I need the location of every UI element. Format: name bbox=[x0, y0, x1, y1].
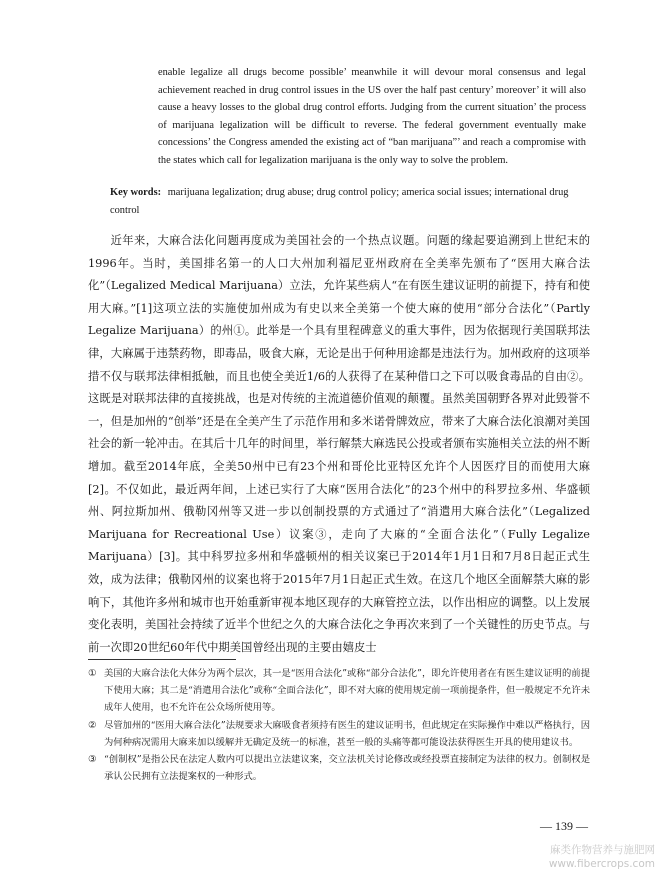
footnote-3-number: ③ bbox=[88, 754, 97, 766]
keywords-label: Key words: bbox=[110, 187, 162, 198]
watermark-line-2: www.fibercrops.com bbox=[548, 858, 655, 870]
body-paragraph: 近年来，大麻合法化问题再度成为美国社会的一个热点议题。问题的缘起要追溯到上世纪末的1996年。当时，美国排名第一的人口大州加利福尼亚州政府在全美率先颁布了“医用大麻合法化”（Legalized Medical Marijuana）立法，允许某些病人“在有医生建议证明的前提下，持有和使用大麻。”[1]这项立法的实施使加州成为有史以来全美第一个使大麻的使用“部分合法化”（Partly Legalize Marijuana）的州①。此举是一个具有里程碑意义的重大事件，因为依据现行美国联邦法律，大麻属于违禁药物，即毒品，吸食大麻，无论是出于何种用途都是违法行为。加州政府的这项举措不仅与联邦法律相抵触，而且也使全美近1/6的人获得了在某种借口之下可以吸食毒品的自由②。这既是对联邦法律的直接挑战，也是对传统的主流道德价值观的颠覆。虽然美国朝野各界对此毁誉不一，但是加州的“创举”还是在全美产生了示范作用和多米诺骨牌效应，带来了大麻合法化浪潮对美国社会的新一轮冲击。在其后十几年的时间里，举行解禁大麻选民公投或者颁布实施相关立法的州不断增加。截至2014年底，全美50州中已有23个州和哥伦比亚特区允许个人因医疗目的而使用大麻[2]。不仅如此，最近两年间，上述已实行了大麻“医用合法化”的23个州中的科罗拉多州、华盛顿州、阿拉斯加州、俄勒冈州等又进一步以创制投票的方式通过了“消遣用大麻合法化”（Legalized Marijuana for Recreational Use）议案③，走向了大麻的“全面合法化”（Fully Legalize Marijuana）[3]。其中科罗拉多州和华盛顿州的相关议案已于2014年1月1日和7月8日起正式生效，成为法律；俄勒冈州的议案也将于2015年7月1日起正式生效。在这几个地区全面解禁大麻的影响下，其他许多州和城市也开始重新审视本地区现存的大麻管控立法，以作出相应的调整。以上发展变化表明，美国社会持续了近半个世纪之久的大麻合法化之争再次来到了一个关键性的历史节点。与前一次即20世纪60年代中期美国曾经出现的主要由嬉皮士 bbox=[88, 234, 590, 654]
watermark bbox=[549, 843, 655, 871]
page-number: — 139 — bbox=[540, 819, 588, 833]
footnote-2-number: ② bbox=[88, 719, 97, 731]
footnote-divider bbox=[88, 659, 236, 660]
abstract bbox=[158, 64, 586, 170]
body-text bbox=[88, 230, 590, 659]
footnote-3-text: “创制权”是指公民在法定人数内可以提出立法建议案，交立法机关讨论修改或经投票直接制定为法律的权力。创制权是承认公民拥有立法提案权的一种形式。 bbox=[104, 754, 590, 783]
keywords-text: marijuana legalization; drug abuse; drug control policy; america social issues; international drug control bbox=[110, 187, 569, 216]
footnote-2-text: 尽管加州的“医用大麻合法化”法规要求大麻吸食者须持有医生的建议证明书，但此规定在实际操作中难以严格执行，因为何种病况需用大麻来加以缓解并无确定及统一的标准，甚至一般的头痛等都可能设法获得医生开具的使用建议书。 bbox=[104, 719, 590, 748]
footnote-2 bbox=[88, 717, 590, 751]
footnote-1-number: ① bbox=[88, 668, 97, 679]
footnote-3 bbox=[88, 751, 590, 785]
keywords bbox=[110, 184, 588, 219]
watermark-line-1: 麻类作物营养与施肥网 bbox=[550, 844, 655, 856]
footnotes bbox=[88, 665, 590, 785]
footnote-1-text: 美国的大麻合法化大体分为两个层次，其一是“医用合法化”或称“部分合法化”，即允许使用者在有医生建议证明的前提下使用大麻；其二是“消遣用合法化”或称“全面合法化”，即不对大麻的使用规定前一项前提条件，但一般规定不允许未成年人使用，也不允许在公众场所使用等。 bbox=[104, 668, 590, 714]
footnote-1 bbox=[88, 665, 590, 717]
abstract-text: enable legalize all drugs become possible’ meanwhile it will devour moral consensus and legal achievement reached in drug control issues in the US over the half past century’ moreover’ it will also cause a heavy losses to the global drug control efforts. Judging from the current situation’ the process of marijuana legalization will be difficult to reverse. The federal government eventually make concessions’ the Congress amended the existing act of “ban marijuana”’ and reach a compromise with the states which call for legalization marijuana is the only way to solve the problem. bbox=[158, 67, 586, 166]
